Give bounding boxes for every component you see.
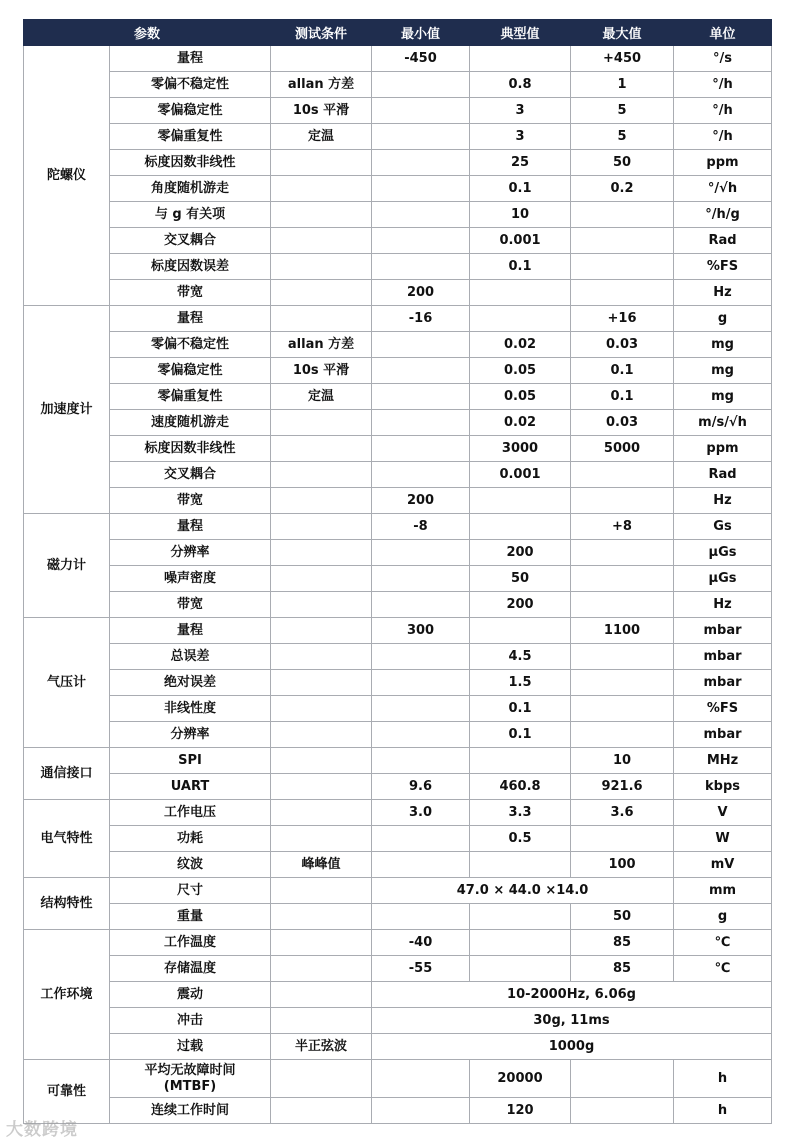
param-name: 带宽 xyxy=(110,592,271,618)
test-condition xyxy=(271,488,372,514)
table-row xyxy=(24,956,772,982)
test-condition: 定温 xyxy=(271,384,372,410)
unit-value: °/s xyxy=(674,46,772,72)
min-value xyxy=(372,436,470,462)
param-name: 标度因数非线性 xyxy=(110,150,271,176)
min-value: -16 xyxy=(372,306,470,332)
typ-value: 0.02 xyxy=(470,410,571,436)
table-row xyxy=(24,1060,772,1098)
unit-value: mg xyxy=(674,332,772,358)
merged-value: 1000g xyxy=(372,1034,772,1060)
unit-value: Rad xyxy=(674,228,772,254)
min-value xyxy=(372,150,470,176)
min-value: -40 xyxy=(372,930,470,956)
table-row xyxy=(24,384,772,410)
max-value xyxy=(571,566,674,592)
typ-value: 0.05 xyxy=(470,358,571,384)
typ-value: 0.001 xyxy=(470,462,571,488)
max-value xyxy=(571,644,674,670)
table-row xyxy=(24,618,772,644)
test-condition xyxy=(271,930,372,956)
min-value xyxy=(372,72,470,98)
max-value xyxy=(571,670,674,696)
merged-value: 10-2000Hz, 6.06g xyxy=(372,982,772,1008)
test-condition xyxy=(271,800,372,826)
test-condition xyxy=(271,306,372,332)
typ-value: 20000 xyxy=(470,1060,571,1098)
test-condition xyxy=(271,202,372,228)
param-name: 零偏不稳定性 xyxy=(110,72,271,98)
unit-value: Hz xyxy=(674,592,772,618)
test-condition xyxy=(271,826,372,852)
max-value xyxy=(571,488,674,514)
unit-value: h xyxy=(674,1098,772,1124)
test-condition xyxy=(271,540,372,566)
typ-value: 200 xyxy=(470,592,571,618)
param-name: 零偏稳定性 xyxy=(110,98,271,124)
unit-value: µGs xyxy=(674,566,772,592)
param-name: 非线性度 xyxy=(110,696,271,722)
max-value xyxy=(571,592,674,618)
param-name: 量程 xyxy=(110,306,271,332)
typ-value xyxy=(470,852,571,878)
unit-value: °/h xyxy=(674,98,772,124)
min-value: 3.0 xyxy=(372,800,470,826)
table-row xyxy=(24,436,772,462)
param-name: 震动 xyxy=(110,982,271,1008)
param-name: 工作电压 xyxy=(110,800,271,826)
max-value: 5 xyxy=(571,124,674,150)
min-value xyxy=(372,124,470,150)
max-value: 85 xyxy=(571,930,674,956)
group-label: 可靠性 xyxy=(24,1060,110,1124)
unit-value: g xyxy=(674,306,772,332)
typ-value xyxy=(470,280,571,306)
table-row xyxy=(24,410,772,436)
unit-value: ℃ xyxy=(674,930,772,956)
min-value xyxy=(372,176,470,202)
max-value: 0.03 xyxy=(571,410,674,436)
max-value: 0.2 xyxy=(571,176,674,202)
max-value: 921.6 xyxy=(571,774,674,800)
table-row xyxy=(24,774,772,800)
min-value xyxy=(372,644,470,670)
max-value: 50 xyxy=(571,904,674,930)
table-row xyxy=(24,462,772,488)
param-name: SPI xyxy=(110,748,271,774)
param-name: 交叉耦合 xyxy=(110,228,271,254)
table-row xyxy=(24,176,772,202)
param-name: 绝对误差 xyxy=(110,670,271,696)
table-row xyxy=(24,748,772,774)
param-name: 分辨率 xyxy=(110,540,271,566)
min-value xyxy=(372,540,470,566)
max-value: 0.03 xyxy=(571,332,674,358)
group-label: 陀螺仪 xyxy=(24,46,110,306)
table-row xyxy=(24,228,772,254)
max-value xyxy=(571,202,674,228)
typ-value xyxy=(470,514,571,540)
unit-value: %FS xyxy=(674,696,772,722)
max-value: 1100 xyxy=(571,618,674,644)
param-name: 过载 xyxy=(110,1034,271,1060)
test-condition xyxy=(271,1008,372,1034)
min-value xyxy=(372,1060,470,1098)
unit-value: g xyxy=(674,904,772,930)
param-name: 零偏重复性 xyxy=(110,384,271,410)
min-value xyxy=(372,98,470,124)
test-condition xyxy=(271,46,372,72)
typ-value: 0.8 xyxy=(470,72,571,98)
watermark: 大数跨境 xyxy=(6,1120,78,1140)
test-condition xyxy=(271,254,372,280)
param-name: 存储温度 xyxy=(110,956,271,982)
min-value xyxy=(372,228,470,254)
param-name: 尺寸 xyxy=(110,878,271,904)
max-value xyxy=(571,540,674,566)
min-value xyxy=(372,332,470,358)
table-row xyxy=(24,644,772,670)
min-value: 200 xyxy=(372,280,470,306)
test-condition xyxy=(271,566,372,592)
test-condition xyxy=(271,228,372,254)
param-name: 角度随机游走 xyxy=(110,176,271,202)
param-name: 分辨率 xyxy=(110,722,271,748)
header-condition: 测试条件 xyxy=(271,20,372,46)
unit-value: %FS xyxy=(674,254,772,280)
unit-value: ppm xyxy=(674,436,772,462)
param-name: 交叉耦合 xyxy=(110,462,271,488)
table-row xyxy=(24,280,772,306)
unit-value: mbar xyxy=(674,670,772,696)
test-condition xyxy=(271,670,372,696)
typ-value: 0.1 xyxy=(470,722,571,748)
test-condition xyxy=(271,410,372,436)
test-condition xyxy=(271,956,372,982)
typ-value: 0.05 xyxy=(470,384,571,410)
param-name: 带宽 xyxy=(110,280,271,306)
table-row xyxy=(24,722,772,748)
param-name: 标度因数误差 xyxy=(110,254,271,280)
max-value xyxy=(571,826,674,852)
unit-value: MHz xyxy=(674,748,772,774)
min-value xyxy=(372,1098,470,1124)
max-value: 85 xyxy=(571,956,674,982)
test-condition xyxy=(271,748,372,774)
max-value: +450 xyxy=(571,46,674,72)
typ-value: 3.3 xyxy=(470,800,571,826)
unit-value: ℃ xyxy=(674,956,772,982)
test-condition: 定温 xyxy=(271,124,372,150)
min-value xyxy=(372,254,470,280)
param-name: 与 g 有关项 xyxy=(110,202,271,228)
min-value: -450 xyxy=(372,46,470,72)
min-value xyxy=(372,904,470,930)
table-row xyxy=(24,800,772,826)
min-value xyxy=(372,748,470,774)
table-row xyxy=(24,150,772,176)
table-row xyxy=(24,852,772,878)
table-row xyxy=(24,930,772,956)
typ-value: 200 xyxy=(470,540,571,566)
unit-value: mbar xyxy=(674,644,772,670)
unit-value: mV xyxy=(674,852,772,878)
merged-value: 30g, 11ms xyxy=(372,1008,772,1034)
min-value xyxy=(372,852,470,878)
min-value xyxy=(372,358,470,384)
header-min: 最小值 xyxy=(372,20,470,46)
test-condition: allan 方差 xyxy=(271,332,372,358)
param-name: 纹波 xyxy=(110,852,271,878)
test-condition: 10s 平滑 xyxy=(271,98,372,124)
max-value: 5 xyxy=(571,98,674,124)
test-condition xyxy=(271,722,372,748)
typ-value: 3000 xyxy=(470,436,571,462)
typ-value: 1.5 xyxy=(470,670,571,696)
typ-value: 3 xyxy=(470,124,571,150)
header-unit: 单位 xyxy=(674,20,772,46)
table-row xyxy=(24,566,772,592)
test-condition xyxy=(271,878,372,904)
typ-value: 4.5 xyxy=(470,644,571,670)
typ-value: 0.1 xyxy=(470,254,571,280)
max-value: 0.1 xyxy=(571,358,674,384)
table-row xyxy=(24,332,772,358)
table-row xyxy=(24,488,772,514)
test-condition xyxy=(271,462,372,488)
test-condition: 10s 平滑 xyxy=(271,358,372,384)
typ-value xyxy=(470,306,571,332)
param-name: 带宽 xyxy=(110,488,271,514)
min-value xyxy=(372,566,470,592)
max-value xyxy=(571,1098,674,1124)
max-value xyxy=(571,722,674,748)
typ-value: 0.1 xyxy=(470,696,571,722)
param-name: 量程 xyxy=(110,618,271,644)
max-value: 3.6 xyxy=(571,800,674,826)
param-name: 平均无故障时间 (MTBF) xyxy=(110,1060,271,1098)
merged-value: 47.0 × 44.0 ×14.0 xyxy=(372,878,674,904)
max-value: +16 xyxy=(571,306,674,332)
unit-value: µGs xyxy=(674,540,772,566)
test-condition xyxy=(271,982,372,1008)
table-row xyxy=(24,254,772,280)
header-typ: 典型值 xyxy=(470,20,571,46)
param-name: 量程 xyxy=(110,46,271,72)
unit-value: Gs xyxy=(674,514,772,540)
test-condition xyxy=(271,1098,372,1124)
table-header-row xyxy=(24,20,772,46)
min-value: -55 xyxy=(372,956,470,982)
test-condition: 峰峰值 xyxy=(271,852,372,878)
unit-value: mbar xyxy=(674,618,772,644)
max-value: 100 xyxy=(571,852,674,878)
table-row xyxy=(24,358,772,384)
table-row xyxy=(24,306,772,332)
typ-value: 0.001 xyxy=(470,228,571,254)
min-value xyxy=(372,202,470,228)
param-name: 工作温度 xyxy=(110,930,271,956)
min-value xyxy=(372,696,470,722)
table-row xyxy=(24,514,772,540)
unit-value: h xyxy=(674,1060,772,1098)
test-condition xyxy=(271,176,372,202)
unit-value: mbar xyxy=(674,722,772,748)
table-body xyxy=(24,46,772,1124)
param-name: 标度因数非线性 xyxy=(110,436,271,462)
unit-value: °/√h xyxy=(674,176,772,202)
typ-value xyxy=(470,488,571,514)
test-condition xyxy=(271,618,372,644)
test-condition xyxy=(271,696,372,722)
min-value xyxy=(372,384,470,410)
unit-value: W xyxy=(674,826,772,852)
typ-value xyxy=(470,956,571,982)
param-name: 零偏稳定性 xyxy=(110,358,271,384)
table-row xyxy=(24,1034,772,1060)
test-condition xyxy=(271,436,372,462)
table-row xyxy=(24,696,772,722)
unit-value: ppm xyxy=(674,150,772,176)
param-name: 噪声密度 xyxy=(110,566,271,592)
test-condition: allan 方差 xyxy=(271,72,372,98)
typ-value: 10 xyxy=(470,202,571,228)
table-row xyxy=(24,826,772,852)
table-row xyxy=(24,878,772,904)
header-max: 最大值 xyxy=(571,20,674,46)
max-value: 5000 xyxy=(571,436,674,462)
min-value xyxy=(372,722,470,748)
group-label: 加速度计 xyxy=(24,306,110,514)
group-label: 电气特性 xyxy=(24,800,110,878)
typ-value xyxy=(470,930,571,956)
table-row xyxy=(24,46,772,72)
table-row xyxy=(24,124,772,150)
param-name: 速度随机游走 xyxy=(110,410,271,436)
test-condition xyxy=(271,1060,372,1098)
min-value xyxy=(372,592,470,618)
max-value xyxy=(571,254,674,280)
param-name: 总误差 xyxy=(110,644,271,670)
test-condition xyxy=(271,644,372,670)
typ-value: 50 xyxy=(470,566,571,592)
table-row xyxy=(24,592,772,618)
max-value xyxy=(571,280,674,306)
min-value: 200 xyxy=(372,488,470,514)
table-row xyxy=(24,1098,772,1124)
table-row xyxy=(24,202,772,228)
unit-value: kbps xyxy=(674,774,772,800)
table-row xyxy=(24,670,772,696)
param-name: 零偏重复性 xyxy=(110,124,271,150)
unit-value: °/h xyxy=(674,72,772,98)
group-label: 结构特性 xyxy=(24,878,110,930)
min-value: 300 xyxy=(372,618,470,644)
test-condition xyxy=(271,774,372,800)
typ-value: 3 xyxy=(470,98,571,124)
min-value xyxy=(372,462,470,488)
param-name: 功耗 xyxy=(110,826,271,852)
typ-value xyxy=(470,618,571,644)
group-label: 工作环境 xyxy=(24,930,110,1060)
typ-value: 120 xyxy=(470,1098,571,1124)
typ-value: 0.1 xyxy=(470,176,571,202)
unit-value: °/h/g xyxy=(674,202,772,228)
table-row xyxy=(24,982,772,1008)
typ-value: 460.8 xyxy=(470,774,571,800)
test-condition xyxy=(271,514,372,540)
max-value: 10 xyxy=(571,748,674,774)
min-value: 9.6 xyxy=(372,774,470,800)
typ-value xyxy=(470,748,571,774)
unit-value: mg xyxy=(674,384,772,410)
unit-value: Rad xyxy=(674,462,772,488)
max-value xyxy=(571,1060,674,1098)
typ-value: 25 xyxy=(470,150,571,176)
max-value xyxy=(571,696,674,722)
typ-value xyxy=(470,46,571,72)
max-value xyxy=(571,462,674,488)
spec-table xyxy=(23,19,772,1124)
unit-value: V xyxy=(674,800,772,826)
max-value: 1 xyxy=(571,72,674,98)
unit-value: °/h xyxy=(674,124,772,150)
param-name: UART xyxy=(110,774,271,800)
min-value xyxy=(372,826,470,852)
table-row xyxy=(24,904,772,930)
param-name: 连续工作时间 xyxy=(110,1098,271,1124)
typ-value: 0.02 xyxy=(470,332,571,358)
param-name: 重量 xyxy=(110,904,271,930)
typ-value: 0.5 xyxy=(470,826,571,852)
test-condition xyxy=(271,904,372,930)
table-row xyxy=(24,72,772,98)
group-label: 通信接口 xyxy=(24,748,110,800)
unit-value: Hz xyxy=(674,488,772,514)
param-name: 零偏不稳定性 xyxy=(110,332,271,358)
test-condition xyxy=(271,280,372,306)
table-row xyxy=(24,98,772,124)
header-param: 参数 xyxy=(24,20,271,46)
test-condition xyxy=(271,592,372,618)
min-value: -8 xyxy=(372,514,470,540)
max-value: 0.1 xyxy=(571,384,674,410)
unit-value: m/s/√h xyxy=(674,410,772,436)
param-name: 量程 xyxy=(110,514,271,540)
max-value: 50 xyxy=(571,150,674,176)
typ-value xyxy=(470,904,571,930)
group-label: 气压计 xyxy=(24,618,110,748)
table-row xyxy=(24,540,772,566)
param-name: 冲击 xyxy=(110,1008,271,1034)
min-value xyxy=(372,410,470,436)
unit-value: mm xyxy=(674,878,772,904)
group-label: 磁力计 xyxy=(24,514,110,618)
unit-value: Hz xyxy=(674,280,772,306)
test-condition xyxy=(271,150,372,176)
max-value xyxy=(571,228,674,254)
min-value xyxy=(372,670,470,696)
table-row xyxy=(24,1008,772,1034)
test-condition: 半正弦波 xyxy=(271,1034,372,1060)
max-value: +8 xyxy=(571,514,674,540)
unit-value: mg xyxy=(674,358,772,384)
